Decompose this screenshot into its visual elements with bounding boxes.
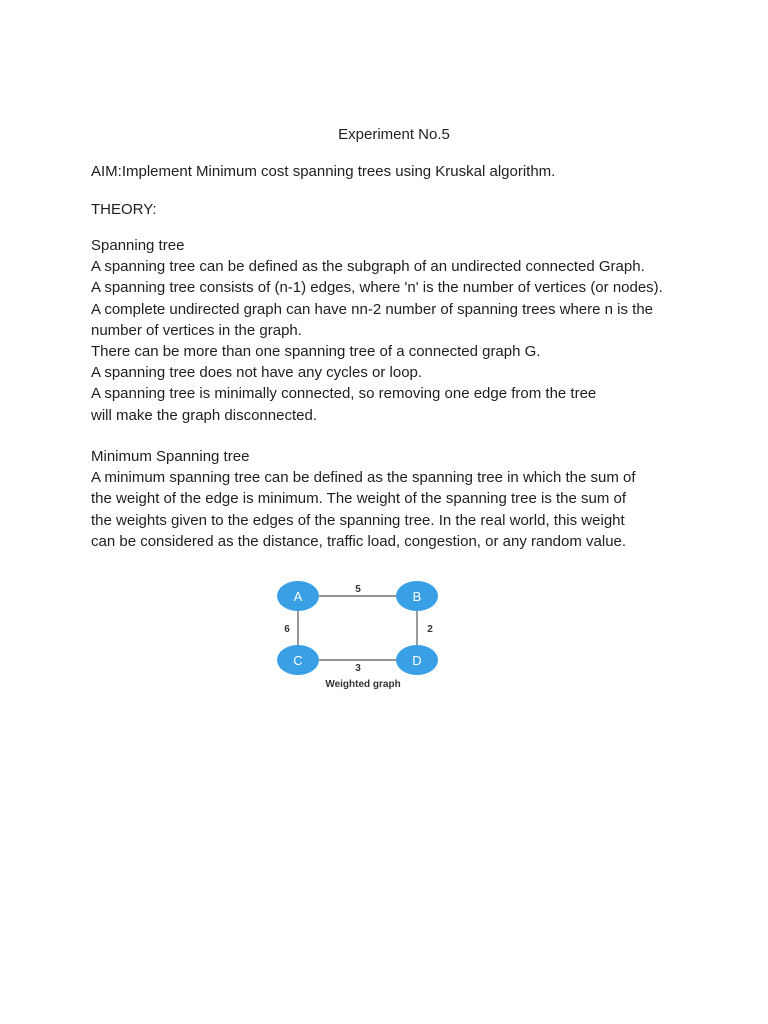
- spanning-tree-heading: Spanning tree: [91, 237, 185, 254]
- node-label-b: B: [412, 589, 422, 604]
- node-label-c: C: [293, 653, 303, 668]
- figure-caption: Weighted graph: [325, 679, 401, 690]
- mst-line: can be considered as the distance, traffic load, congestion, or any random value.: [91, 532, 627, 550]
- spanning-tree-line: A spanning tree consists of (n-1) edges, where 'n' is the number of vertices (or nodes).: [91, 279, 663, 297]
- mst-line: the weights given to the edges of the spanning tree. In the real world, this weight: [91, 511, 625, 529]
- spanning-tree-line: A spanning tree can be defined as the subgraph of an undirected connected Graph.: [91, 258, 645, 276]
- mst-heading: Minimum Spanning tree: [91, 448, 250, 465]
- spanning-tree-line: A complete undirected graph can have nn-2 number of spanning trees where n is the: [91, 300, 654, 318]
- spanning-tree-section: [91, 235, 701, 426]
- spanning-tree-line: There can be more than one spanning tree of a connected graph G.: [91, 343, 541, 361]
- node-label-a: A: [293, 589, 303, 604]
- mst-line: A minimum spanning tree can be defined as the spanning tree in which the sum of: [91, 469, 636, 487]
- theory-heading: THEORY:: [91, 201, 157, 218]
- weight-label-bd: 2: [427, 624, 433, 635]
- weight-label-ac: 6: [284, 624, 290, 635]
- spanning-tree-line: number of vertices in the graph.: [91, 321, 302, 339]
- spanning-tree-line: A spanning tree does not have any cycles or loop.: [91, 364, 423, 382]
- weight-label-ab: 5: [355, 584, 361, 595]
- aim-statement: AIM:Implement Minimum cost spanning trees using Kruskal algorithm.: [91, 163, 556, 180]
- spanning-tree-line: will make the graph disconnected.: [91, 406, 317, 424]
- minimum-spanning-tree-section: [91, 446, 701, 552]
- mst-line: the weight of the edge is minimum. The weight of the spanning tree is the sum of: [91, 490, 627, 508]
- experiment-title: Experiment No.5: [338, 126, 450, 143]
- spanning-tree-line: A spanning tree is minimally connected, so removing one edge from the tree: [91, 385, 597, 403]
- weight-label-cd: 3: [355, 663, 361, 674]
- node-label-d: D: [412, 653, 422, 668]
